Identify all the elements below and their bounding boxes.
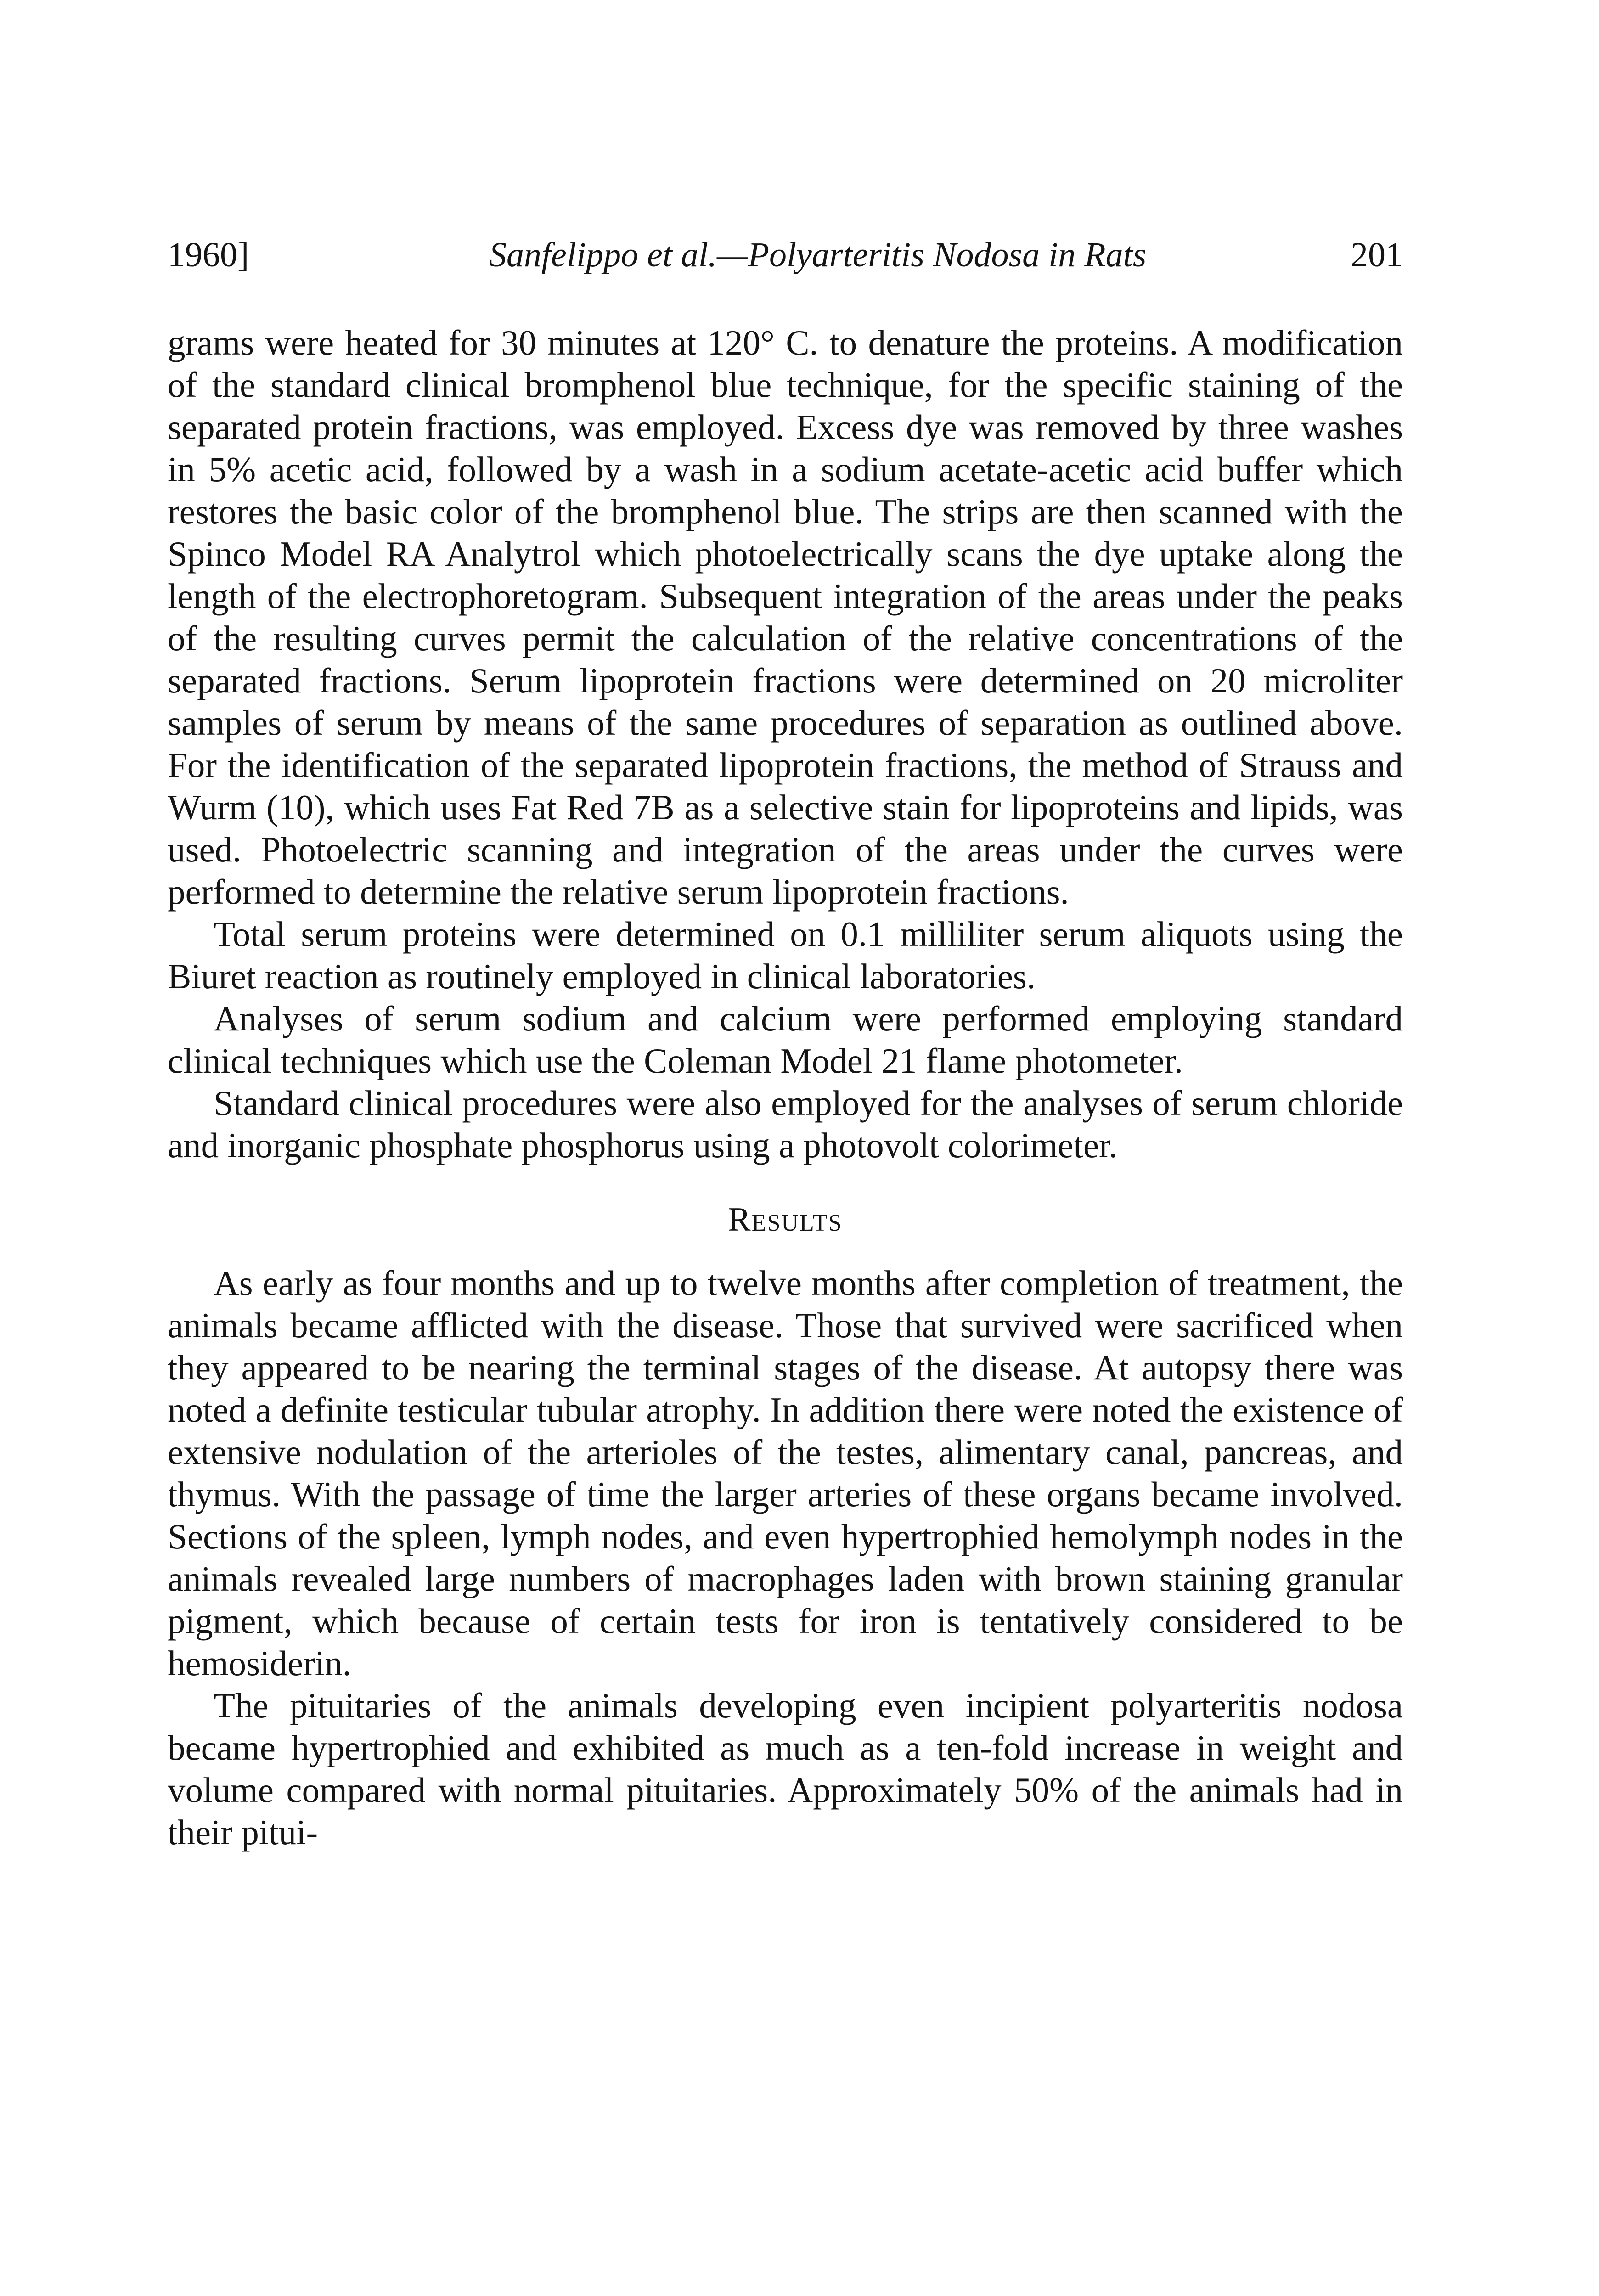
results-heading: Results <box>728 1201 843 1238</box>
header-running-title: Sanfelippo et al.—Polyarteritis Nodosa in Rats <box>489 236 1147 274</box>
header-year: 1960] <box>168 236 249 274</box>
header-page-number: 201 <box>1351 236 1403 274</box>
results-paragraph-1: As early as four months and up to twelve months after completion of treatment, the animals became afflicted with the disease. Those that survived were sacrificed when they appeared to be nearing the terminal stages of the disease. At autopsy there was noted a definite testicular tubular atrophy. In addition there were noted the existence of extensive nodulation of the arterioles of the testes, alimentary canal, pancreas, and thymus. With the passage of time the larger arteries of these organs became involved. Sections of the spleen, lymph nodes, and even hypertrophied hemolymph nodes in the animals revealed large numbers of macrophages laden with brown staining granular pigment, which because of certain tests for iron is tentatively considered to be hemosiderin. <box>168 1263 1403 1683</box>
article-body <box>168 321 1403 1853</box>
methods-paragraph-4: Standard clinical procedures were also employed for the analyses of serum chloride and inorganic phosphate phosphorus using a photovolt colorimeter. <box>168 1083 1403 1165</box>
running-header <box>168 230 1403 280</box>
methods-paragraph-1: grams were heated for 30 minutes at 120° C. to denature the proteins. A modification of the standard clinical bromphenol blue technique, for the specific staining of the separated protein fractions, was employed. Excess dye was removed by three washes in 5% acetic acid, followed by a wash in a sodium acetate-acetic acid buffer which restores the basic color of the bromphenol blue. The strips are then scanned with the Spinco Model RA Analytrol which photoelectrically scans the dye uptake along the length of the electrophoretogram. Subsequent integration of the areas under the peaks of the resulting curves permit the calculation of the relative concentrations of the separated fractions. Serum lipoprotein fractions were determined on 20 microliter samples of serum by means of the same procedures of separation as outlined above. For the identification of the separated lipoprotein fractions, the method of Strauss and Wurm (10), which uses Fat Red 7B as a selective stain for lipoproteins and lipids, was used. Photoelectric scanning and integration of the areas under the curves were performed to determine the relative serum lipoprotein fractions. <box>168 323 1403 912</box>
results-section <box>168 1262 1403 1853</box>
methods-paragraph-3: Analyses of serum sodium and calcium were performed employing standard clinical techniques which use the Coleman Model 21 flame photometer. <box>168 999 1403 1080</box>
methods-paragraph-2: Total serum proteins were determined on 0.1 milliliter serum aliquots using the Biuret reaction as routinely employed in clinical laboratories. <box>168 914 1403 996</box>
results-paragraph-2: The pituitaries of the animals developing even incipient polyarteritis nodosa became hypertrophied and exhibited as much as a ten-fold increase in weight and volume compared with normal pituitaries. Approximately 50% of the animals had in their pitui- <box>168 1686 1403 1852</box>
